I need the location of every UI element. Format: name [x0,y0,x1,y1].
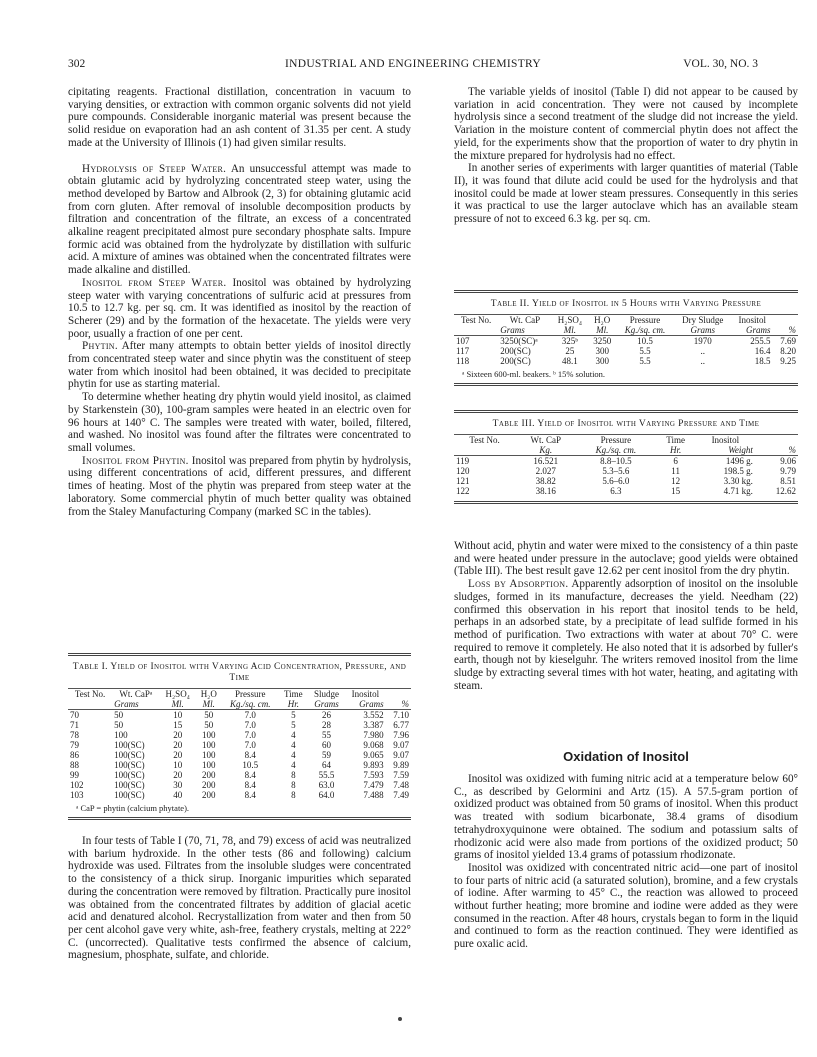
table-cell: 8 [291,790,296,800]
table-cell: 10.5 [242,760,259,770]
column-unit: Grams [345,699,385,710]
table-body [68,710,411,801]
table-row [454,336,798,347]
column-unit: Ml. [588,325,616,336]
paragraph: In four tests of Table I (70, 71, 78, and 79) excess of acid was neutralized with barium hydroxide. In the other tests (86 and following) calcium hydroxide was used. Filtrates from the insoluble sludges were concentrated to the consistency of a thick sirup. Inorganic impurities which separated during the concentration were removed by filtration. Practically pure inositol was obtained from the concentrated filtrates by addition of glacial acetic acid and denatured alcohol. Recrystallization from water and then from 50 per cent alcohol gave very white, ash-free, feathery crystals, melting at 222° C. (uncorrected). Qualitative tests confirmed the absence of calcium, magnesium, phosphate, sulfate, and chloride. [68,835,411,962]
table-row [454,466,798,476]
running-header [68,58,758,74]
table-row [68,770,411,780]
table-cell: 25 [565,346,575,356]
table-row [68,720,411,730]
table-cell: 9.068 [363,740,384,750]
table-cell: 7.59 [393,770,409,780]
paragraph: Inositol was oxidized with fuming nitric acid at a temperature below 60° C., as described by Gelormini and Artz (15). A 57.5-gram portion of oxidized product was obtained from 50 grams of inositol. When this product was treated with sodium bicarbonate, 38.4 grams of disodium tetrahydroxyquinone were obtained. The sodium and potassium salts of rhodizonic acid were also made from portions of the oxidized product; 50 grams of inositol yielded 13.4 grams of potassium rhodizonate. [454,773,798,862]
table-cell: 200 [202,770,216,780]
table-cell: 7.0 [244,740,256,750]
column-unit: Grams [498,325,551,336]
paragraph: To determine whether heating dry phytin would yield inositol, as claimed by Starkenstein (30), 100-gram samples were heated in an electric oven for 96 hours at 140° C. The samples were treated with water, boiled, filtered, and washed. No inositol was found after the filtrates were concentrated to small volumes. [68,391,411,454]
table-cell: 200(SC) [500,346,531,356]
table-row [68,740,411,750]
table-footnote: ᵃ CaP = phytin (calcium phytate). [76,803,190,813]
table-cell: 4 [291,740,296,750]
table-cell: 7.10 [393,710,409,720]
table-cell: 79 [70,740,79,750]
table-cell: 100 [114,730,128,740]
right-column-top [454,86,798,226]
table-cell: 12 [671,476,681,486]
table-units-row [454,325,798,336]
column-unit: Grams [112,699,159,710]
table-cell: 7.49 [393,790,409,800]
table-cell: 1496 g. [725,456,753,466]
table-cell: 8 [291,780,296,790]
column-unit [68,699,112,710]
column-header: Sludge [314,689,340,699]
table-row [68,760,411,770]
table-cell: 10 [173,760,183,770]
table-cell: 15 [671,486,681,496]
table-cell: 28 [322,720,332,730]
column-unit [454,325,498,336]
table-cell: 200(SC) [500,356,531,366]
table-cell: 16.4 [754,346,771,356]
run-in-heading: Loss by Adsorption. [468,578,569,591]
table-cell: 100(SC) [114,740,145,750]
table-cell: 8 [291,770,296,780]
column-unit: % [755,445,798,456]
table-cell: 7.69 [780,336,796,346]
table-cell: 118 [456,356,470,366]
column-unit: Grams [674,325,732,336]
table-row [68,710,411,721]
table-cell: 200 [202,790,216,800]
table-cell: 9.07 [393,750,409,760]
table-cell: 121 [456,476,470,486]
table-cell: 20 [173,740,183,750]
paragraph-text: Apparently adsorption of inositol on the insoluble sludges, formed in its manufacture, decreases the yield. Needham (22) confirmed this observation in his report that inositol tends to be held, perhaps in an adsorbed state, by a precipitate of lead sulfide formed in his method of purification. Two extractions with water at about 70° C. were required to remove it completely. He also noted that it is adsorbed by fuller's earth, though not by kieselguhr. The writers removed inositol from the lime sludge by extracting several times with hot water, heating, and agitating with steam. [454,578,798,692]
paragraph-adsorption [454,578,798,692]
table-cell: 198.5 g. [723,466,753,476]
table-rule [68,817,411,820]
volume-issue: VOL. 30, NO. 3 [683,58,758,70]
column-header: Test No. [460,315,492,325]
table-footnote: ᵃ Sixteen 600-ml. beakers. ᵇ 15% solution. [462,369,606,379]
column-unit: Kg./sq. cm. [222,699,279,710]
column-header [755,435,798,445]
run-in-heading: Phytin. [82,340,118,353]
table-header-row [454,435,798,445]
journal-title: INDUSTRIAL AND ENGINEERING CHEMISTRY [284,58,542,70]
table-row [454,346,798,356]
table-row [454,356,798,366]
table-row [68,750,411,760]
table-body [454,456,798,497]
table-cell: 100 [202,750,216,760]
table-cell: 8.4 [244,780,256,790]
table-cell: 8.8–10.5 [600,456,632,466]
column-header [386,689,411,699]
paragraph-text: Inositol was obtained by hydrolyzing steep water with varying concentrations of sulfuric acid at pressures from 10.5 to 12.7 kg. per sq. cm. It was identified as inositol by the reaction of Scherer (29) and by the formation of the hexacetate. The yields were very poor, usually a fraction of one per cent. [68,276,411,340]
table-cell: 6.77 [393,720,409,730]
table-cell: 9.065 [363,750,384,760]
table-cell: 5 [291,720,296,730]
table-cell: 26 [322,710,332,720]
table-cell: 20 [173,730,183,740]
table-cell: 88 [70,760,79,770]
table-rule [454,410,798,413]
table-cell: 8.4 [244,750,256,760]
column-header: Inositol [738,315,766,325]
column-unit [454,445,515,456]
table-cell: 100 [202,740,216,750]
paragraph: cipitating reagents. Fractional distillation, concentration in vacuum to varying densities, or extraction with common organic solvents did not yield pure compounds. Considerable inorganic material was present because the solid residue on evaporation had an ash content of 31.35 per cent. A study made at the University of Illinois (1) had given similar results. [68,86,411,149]
table-cell: 71 [70,720,79,730]
table-row [68,730,411,740]
paragraph: Inositol was oxidized with concentrated nitric acid—one part of inositol to four parts of nitric acid (a saturated solution), bromine, and a few crystals of iodine. After warming to 45° C., the reaction was allowed to proceed without further heating; more bromine and iodine were added as they were consumed in the reaction. After 48 hours, crystals began to form in the liquid and continued to form as the reaction continued. They were identified as pure oxalic acid. [454,861,798,951]
column-unit: % [773,325,798,336]
table-cell: 15 [173,720,183,730]
table-cell: 100 [202,730,216,740]
table-cell: 3.387 [363,720,384,730]
column-header: Test No. [74,689,106,699]
table-cell: 102 [70,780,84,790]
paragraph: In another series of experiments with larger quantities of material (Table II), it was found that dilute acid could be used for the hydrolysis and that inositol could be made at lower steam pressures. Consequently in this series it was practical to use the larger autoclave which has an available steam pressure of not to exceed 6.3 kg. per sq. cm. [454,162,798,226]
table-cell: 200 [202,780,216,790]
column-header: H₂SO₄ [165,689,190,699]
table-cell: 50 [204,710,214,720]
table-cell: 4.71 kg. [723,486,753,496]
table-cell: 78 [70,730,79,740]
table-cell: 10.5 [637,336,653,346]
table-cell: 7.96 [393,730,409,740]
data-table [68,689,411,800]
table-units-row [454,445,798,456]
table-cell: 325ᵇ [561,336,578,346]
table-cell: 4 [291,750,296,760]
run-in-heading: Inositol from Phytin. [82,454,189,467]
column-unit: Ml. [160,699,196,710]
table-row [68,790,411,800]
table-cell: 3250(SC)ᵃ [500,336,538,346]
column-unit: Ml. [552,325,588,336]
paragraph: The variable yields of inositol (Table I) did not appear to be caused by variation in acid concentration. They were not caused by incomplete hydrolysis since a second treatment of the sludge did not increase the yield. Variation in the moisture content of commercial phytin does not affect the yield, for the experiments show that the proportion of water to dry phytin in the mixture prepared for hydrolysis had no effect. [454,86,798,162]
table-cell: 50 [204,720,214,730]
table-cell: 11 [671,466,680,476]
table-cell: 100(SC) [114,780,145,790]
table-cell: 300 [595,346,609,356]
table-cell: 7.980 [363,730,384,740]
column-header: Wt. CaP [509,315,541,325]
paragraph: Without acid, phytin and water were mixed to the consistency of a thin paste and were heated under pressure in the autoclave; good yields were obtained (Table III). The best result gave 12.62 per cent inositol from the dry phytin. [454,540,798,578]
table-title: Table II. Yield of Inositol in 5 Hours with Varying Pressure [490,299,762,309]
table-rule [454,383,798,386]
column-unit: Kg./sq. cm. [576,445,655,456]
column-header: Inositol [351,689,380,699]
table-cell: 12.62 [775,486,796,496]
table-cell: 86 [70,750,79,760]
page-mark [398,1017,402,1021]
table-cell: 48.1 [561,356,578,366]
right-column-bottom [454,540,798,692]
table-cell: 300 [595,356,609,366]
table-cell: 20 [173,750,183,760]
table-header-row [454,315,798,325]
table-cell: 18.5 [754,356,771,366]
paragraph-text: Inositol was prepared from phytin by hydrolysis, using different concentrations of acid, different pressures, and different times of heating. Most of the phytin was prepared from steep water at the laboratory. Some commercial phytin of much better quality was obtained from the Staley Manufacturing Company (marked SC in the tables). [68,454,411,518]
table-cell: 7.488 [363,790,384,800]
column-header: Inositol [711,435,740,445]
table-cell: 59 [322,750,332,760]
table-cell: 38.16 [535,486,556,496]
table-cell: 8.51 [780,476,796,486]
section-heading: Oxidation of Inositol [563,749,689,764]
column-header: Dry Sludge [682,315,724,325]
left-column-bottom [68,835,411,962]
table-cell: 55 [322,730,332,740]
right-column-lower [454,773,798,951]
paragraph-steep-water [68,163,411,277]
table-cell: 60 [322,740,332,750]
table-1 [68,653,411,820]
table-cell: 255.5 [750,336,771,346]
column-unit: Hr. [279,699,308,710]
table-cell: 8.20 [780,346,796,356]
column-header: Time [284,689,303,699]
table-cell: 38.82 [535,476,556,486]
table-cell: 103 [70,790,84,800]
column-header: Pressure [234,689,266,699]
data-table [454,435,798,496]
table-cell: 64 [322,760,332,770]
table-cell: 63.0 [318,780,335,790]
table-header-row [68,689,411,699]
table-cell: 2.027 [535,466,556,476]
paragraph-phytin [68,340,411,391]
table-cell: 7.48 [393,780,409,790]
table-rule [454,290,798,293]
column-unit: Hr. [655,445,695,456]
table-cell: 40 [173,790,183,800]
table-title: Table I. Yield of Inositol with Varying Acid Concentration, Pressure, and Time [72,662,407,683]
table-cell: 9.07 [393,740,409,750]
table-cell: 100(SC) [114,790,145,800]
table-cell: .. [700,356,706,366]
table-cell: 9.893 [363,760,384,770]
column-unit: % [386,699,411,710]
table-cell: 9.89 [393,760,409,770]
table-cell: 100(SC) [114,750,145,760]
table-cell: 117 [456,346,470,356]
table-body [454,336,798,367]
table-cell: 3.552 [363,710,384,720]
table-cell: 100(SC) [114,760,145,770]
page-number: 302 [68,58,86,70]
table-cell: 9.79 [780,466,796,476]
table-cell: 100(SC) [114,770,145,780]
column-unit: Grams [732,325,773,336]
data-table [454,315,798,366]
table-row [454,486,798,496]
table-row [454,476,798,486]
column-unit: Ml. [196,699,222,710]
table-cell: .. [700,346,706,356]
table-cell: 7.0 [244,730,256,740]
table-cell: 9.06 [780,456,796,466]
paragraph-inositol-steep [68,277,411,341]
table-cell: 122 [456,486,470,496]
table-cell: 9.25 [780,356,796,366]
table-row [68,780,411,790]
column-header: Pressure [600,435,632,445]
table-cell: 16.521 [533,456,559,466]
table-cell: 4 [291,730,296,740]
column-unit: Grams [308,699,345,710]
table-rule [68,653,411,656]
table-cell: 4 [291,760,296,770]
table-cell: 7.0 [244,710,256,720]
table-cell: 10 [173,710,183,720]
table-cell: 3250 [593,336,612,346]
paragraph-text: After many attempts to obtain better yields of inositol directly from concentrated steep water and since phytin was the constituent of steep water from which inositol had been obtained, it was decided to precipitate phytin for use as starting material. [68,340,411,391]
paragraph-inositol-phytin [68,455,411,519]
table-cell: 20 [173,770,183,780]
column-header: Time [666,435,685,445]
column-header: Pressure [629,315,661,325]
table-cell: 64.0 [318,790,335,800]
table-cell: 100 [202,760,216,770]
column-header: H₂O [594,315,611,325]
table-cell: 8.4 [244,790,256,800]
table-cell: 5 [291,710,296,720]
column-header: H₂SO₄ [557,315,582,325]
run-in-heading: Inositol from Steep Water. [82,276,227,289]
table-cell: 6 [673,456,678,466]
table-3 [454,410,798,504]
table-cell: 50 [114,710,124,720]
table-2 [454,290,798,386]
table-cell: 5.6–6.0 [602,476,630,486]
table-cell: 7.479 [363,780,384,790]
column-unit: Kg. [515,445,576,456]
table-cell: 119 [456,456,470,466]
table-cell: 7.593 [363,770,384,780]
table-row [454,456,798,467]
table-cell: 70 [70,710,79,720]
run-in-heading: Hydrolysis of Steep Water. [82,162,227,175]
table-cell: 3.30 kg. [723,476,753,486]
column-unit: Weight [696,445,755,456]
table-cell: 8.4 [244,770,256,780]
table-rule [454,501,798,504]
table-cell: 7.0 [244,720,256,730]
table-cell: 5.3–5.6 [602,466,630,476]
table-cell: 1970 [693,336,712,346]
left-column-top [68,86,411,518]
table-cell: 30 [173,780,183,790]
table-cell: 99 [70,770,79,780]
column-header: Wt. CaPᵃ [119,689,153,699]
column-header [773,315,798,325]
table-cell: 6.3 [610,486,622,496]
table-cell: 50 [114,720,124,730]
table-cell: 5.5 [639,346,651,356]
paragraph-text: An unsuccessful attempt was made to obtain glutamic acid by hydrolyzing concentrated steep water, using the method developed by Bartow and Albrook (2, 3) for obtaining glutamic acid from corn gluten. After removal of insoluble decomposition products by filtration and concentration of the filtrate, an excess of a concentrated alkaline reagent precipitated almost pure secondary phosphate salts. Impure formic acid was obtained from the hydrolyzate by distillation with sulfuric acid. A mixture of amines was obtained when the concentrated filtrates were made alkaline and distilled. [68,162,411,277]
column-header: H₂O [200,689,217,699]
table-cell: 55.5 [318,770,335,780]
table-cell: 120 [456,466,470,476]
table-cell: 5.5 [639,356,651,366]
table-title: Table III. Yield of Inositol with Varying Pressure and Time [492,419,760,429]
table-cell: 107 [456,336,470,346]
table-units-row [68,699,411,710]
column-header: Test No. [469,435,500,445]
column-header: Wt. CaP [530,435,561,445]
column-unit: Kg./sq. cm. [616,325,673,336]
